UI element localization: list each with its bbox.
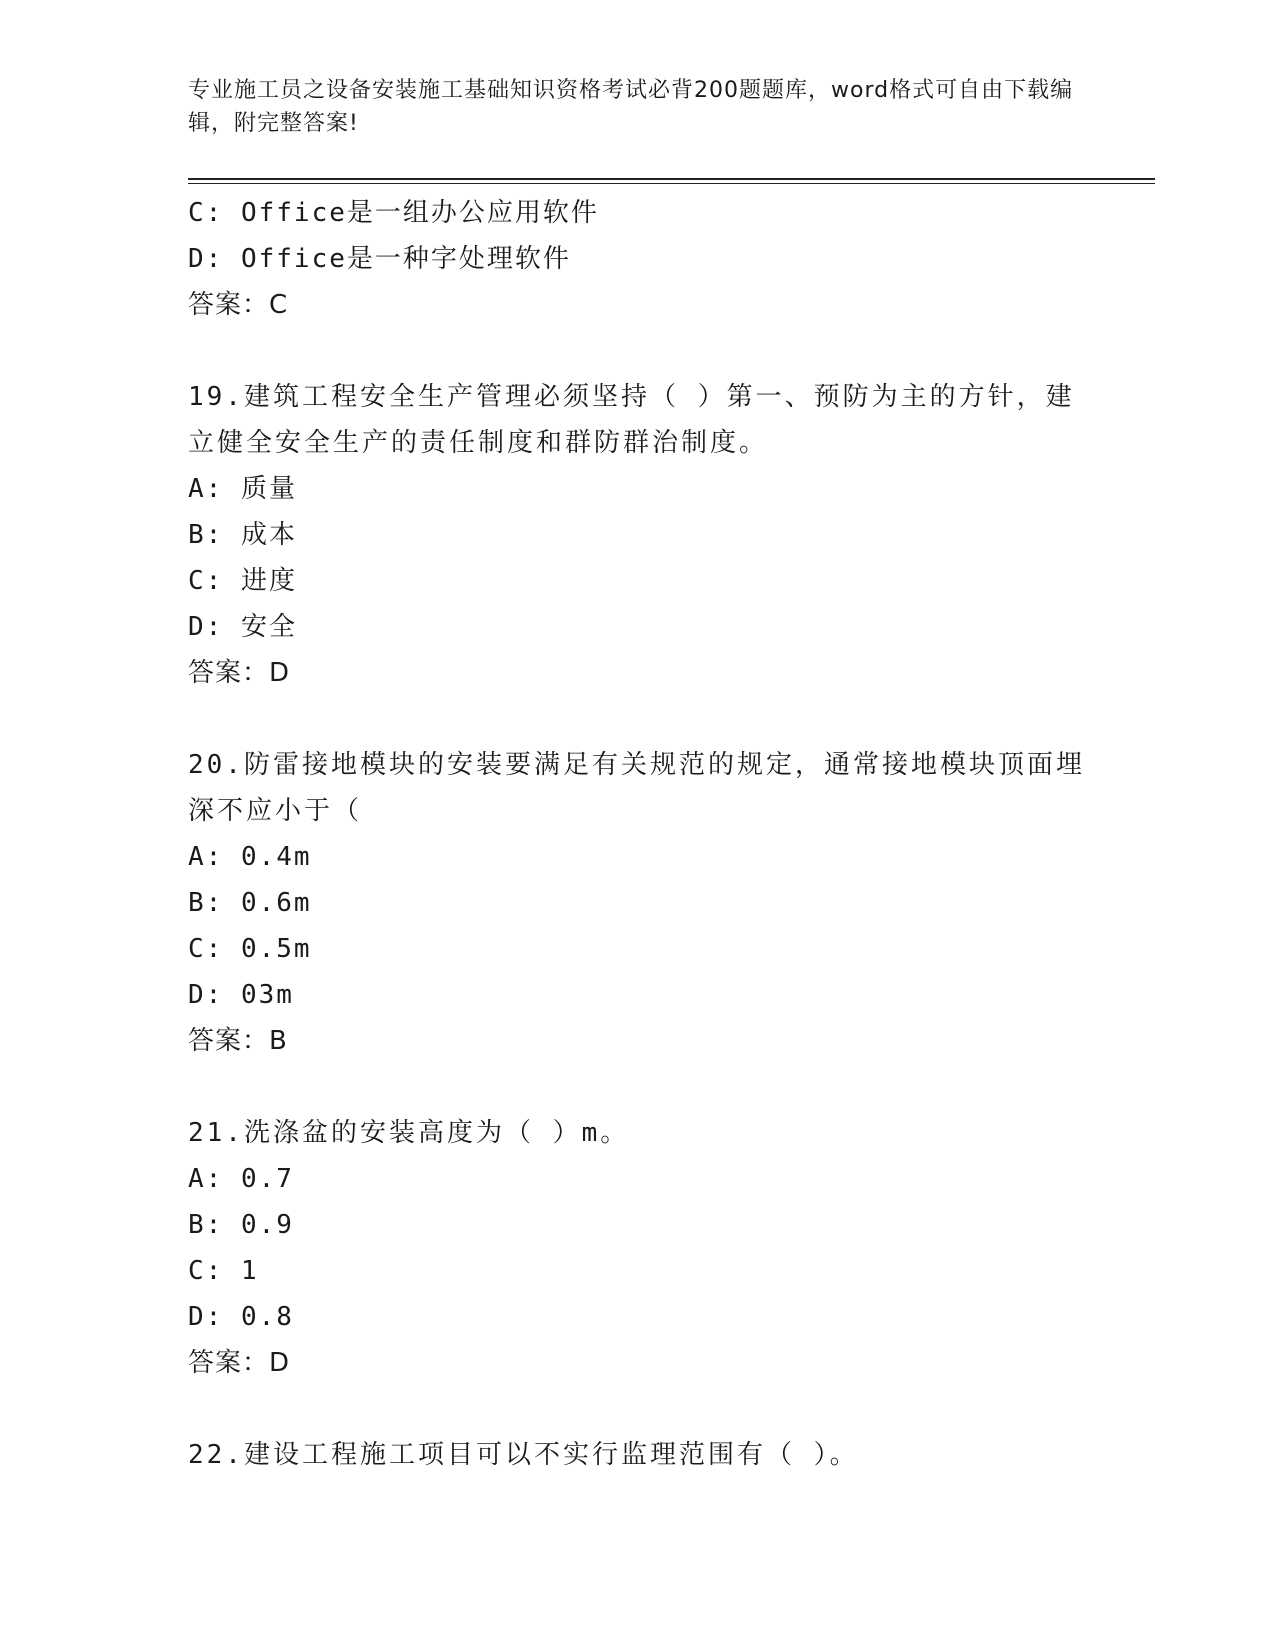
answer-line: 答案：B	[188, 1026, 288, 1056]
option-c: C: 进度	[188, 566, 297, 596]
spacer	[188, 328, 1088, 374]
question-19	[188, 374, 1088, 696]
question-list	[188, 190, 1088, 1478]
option-d: D: 03m	[188, 980, 294, 1010]
question-22	[188, 1432, 1088, 1478]
option-c: C: Office是一组办公应用软件	[188, 198, 599, 228]
question-stem: 22.建设工程施工项目可以不实行监理范围有（ ）。	[188, 1440, 859, 1470]
option-b: B: 成本	[188, 520, 297, 550]
answer-line: 答案：D	[188, 1348, 291, 1378]
question-stem: 20.防雷接地模块的安装要满足有关规范的规定，通常接地模块顶面埋深不应小于（	[188, 750, 1085, 826]
option-a: A: 质量	[188, 474, 297, 504]
option-b: B: 0.9	[188, 1210, 294, 1240]
option-c: C: 0.5m	[188, 934, 312, 964]
header-divider-thin	[188, 183, 1155, 184]
option-a: A: 0.7	[188, 1164, 294, 1194]
option-d: D: 0.8	[188, 1302, 294, 1332]
question-18-continuation	[188, 190, 1088, 328]
header-divider-thick	[188, 178, 1155, 180]
answer-line: 答案：D	[188, 658, 291, 688]
spacer	[188, 1064, 1088, 1110]
question-21	[188, 1110, 1088, 1386]
option-d: D: 安全	[188, 612, 297, 642]
spacer	[188, 1386, 1088, 1432]
spacer	[188, 696, 1088, 742]
option-b: B: 0.6m	[188, 888, 312, 918]
question-stem: 19.建筑工程安全生产管理必须坚持（ ）第一、预防为主的方针，建立健全安全生产的责任制度和群防群治制度。	[188, 382, 1075, 458]
answer-line: 答案：C	[188, 290, 289, 320]
option-c: C: 1	[188, 1256, 259, 1286]
question-stem: 21.洗涤盆的安装高度为（ ）m。	[188, 1118, 630, 1148]
option-d: D: Office是一种字处理软件	[188, 244, 571, 274]
question-20	[188, 742, 1088, 1064]
option-a: A: 0.4m	[188, 842, 312, 872]
document-header: 专业施工员之设备安装施工基础知识资格考试必背200题题库，word格式可自由下载编辑，附完整答案!	[188, 78, 1074, 136]
